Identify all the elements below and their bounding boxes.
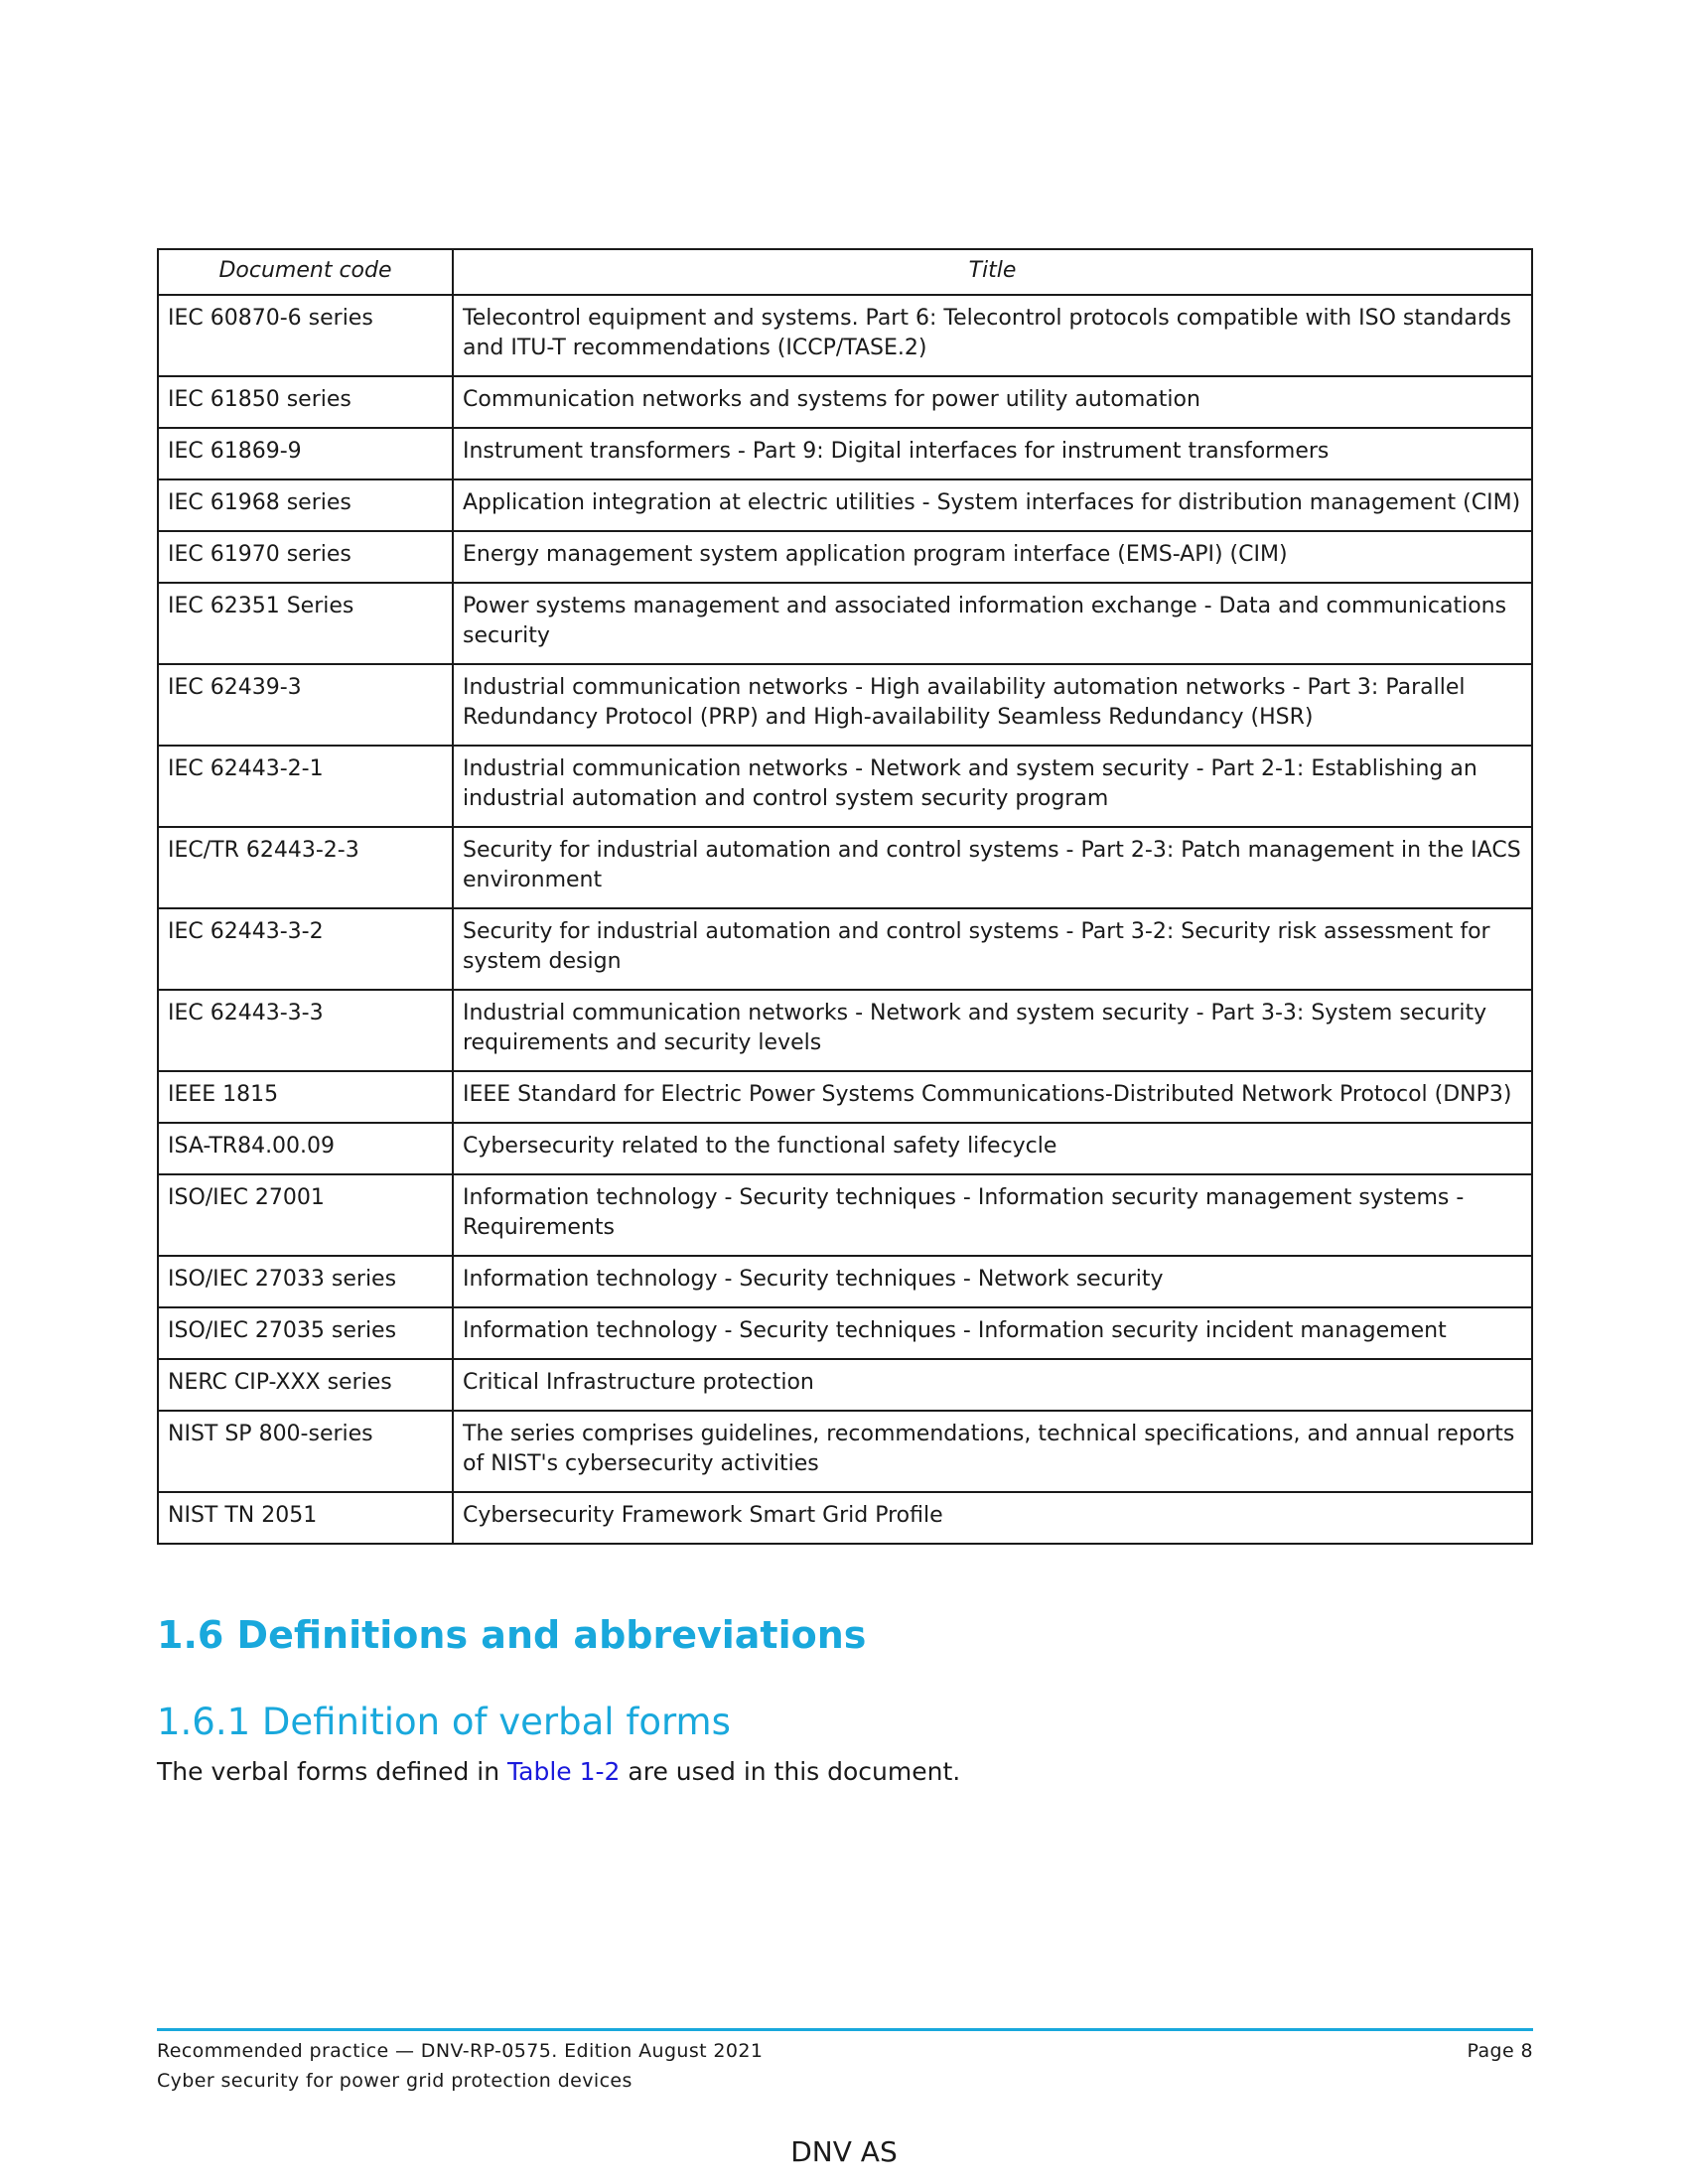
document-code-cell: NIST SP 800-series [158,1411,453,1492]
table-row [158,1123,1532,1174]
table-row [158,479,1532,531]
document-title-cell: Industrial communication networks - Network and system security - Part 3-3: System security requirements and security levels [453,990,1532,1071]
document-title-cell: Information technology - Security techniques - Information security incident management [453,1307,1532,1359]
document-code-cell: IEC 61970 series [158,531,453,583]
document-code-cell: IEEE 1815 [158,1071,453,1123]
document-title-cell: Application integration at electric utilities - System interfaces for distribution management (CIM) [453,479,1532,531]
table-row [158,583,1532,664]
document-code-cell: IEC 60870-6 series [158,295,453,376]
document-title-cell: Industrial communication networks - Network and system security - Part 2-1: Establishing an industrial automation and control system security program [453,746,1532,827]
document-code-cell: IEC 62443-3-3 [158,990,453,1071]
page-number: Page 8 [1467,2040,1533,2062]
document-title-cell: Telecontrol equipment and systems. Part 6: Telecontrol protocols compatible with ISO standards and ITU-T recommendations (ICCP/TASE.2) [453,295,1532,376]
document-code-cell: IEC 61968 series [158,479,453,531]
table-row [158,1359,1532,1411]
paragraph-text-start: The verbal forms defined in [157,1757,508,1786]
document-title-cell: Information technology - Security techniques - Network security [453,1256,1532,1307]
table-row [158,376,1532,428]
table-row [158,1071,1532,1123]
document-code-cell: IEC 62443-3-2 [158,908,453,990]
table-row [158,531,1532,583]
table-row [158,827,1532,908]
document-code-cell: ISO/IEC 27001 [158,1174,453,1256]
reference-documents-table [157,248,1533,1545]
footer-document-reference: Recommended practice — DNV-RP-0575. Edition August 2021 [157,2040,764,2062]
table-row [158,746,1532,827]
document-title-cell: The series comprises guidelines, recommendations, technical specifications, and annual reports of NIST's cybersecurity activities [453,1411,1532,1492]
table-row [158,990,1532,1071]
document-title-cell: Security for industrial automation and control systems - Part 2-3: Patch management in the IACS environment [453,827,1532,908]
document-code-cell: IEC 62351 Series [158,583,453,664]
document-title-cell: Industrial communication networks - High availability automation networks - Part 3: Parallel Redundancy Protocol (PRP) and High-availability Seamless Redundancy (HSR) [453,664,1532,746]
document-code-cell: IEC 61850 series [158,376,453,428]
table-row [158,664,1532,746]
document-code-cell: IEC 62443-2-1 [158,746,453,827]
document-title-cell: Energy management system application program interface (EMS-API) (CIM) [453,531,1532,583]
paragraph-text-end: are used in this document. [620,1757,961,1786]
document-code-cell: IEC/TR 62443-2-3 [158,827,453,908]
body-paragraph [157,1755,960,1789]
document-code-cell: NIST TN 2051 [158,1492,453,1544]
document-title-cell: Information technology - Security techniques - Information security management systems - Requirements [453,1174,1532,1256]
document-code-cell: NERC CIP-XXX series [158,1359,453,1411]
footer-divider [157,2028,1533,2031]
subsection-heading: 1.6.1 Definition of verbal forms [157,1701,731,1743]
document-title-cell: Critical Infrastructure protection [453,1359,1532,1411]
document-title-cell: Cybersecurity related to the functional safety lifecycle [453,1123,1532,1174]
document-title-cell: IEEE Standard for Electric Power Systems Communications-Distributed Network Protocol (DNP3) [453,1071,1532,1123]
document-code-cell: ISO/IEC 27033 series [158,1256,453,1307]
table-row [158,1174,1532,1256]
document-code-cell: ISA-TR84.00.09 [158,1123,453,1174]
document-title-cell: Cybersecurity Framework Smart Grid Profile [453,1492,1532,1544]
table-row [158,1256,1532,1307]
publisher-name: DNV AS [790,2135,898,2168]
document-title-cell: Communication networks and systems for power utility automation [453,376,1532,428]
table-row [158,1307,1532,1359]
table-row [158,1492,1532,1544]
document-code-cell: IEC 62439-3 [158,664,453,746]
header-document-code: Document code [158,249,453,295]
footer-document-title: Cyber security for power grid protection devices [157,2070,633,2092]
document-title-cell: Power systems management and associated information exchange - Data and communications security [453,583,1532,664]
document-code-cell: IEC 61869-9 [158,428,453,479]
header-title: Title [453,249,1532,295]
table-header-row [158,249,1532,295]
document-title-cell: Instrument transformers - Part 9: Digital interfaces for instrument transformers [453,428,1532,479]
table-row [158,295,1532,376]
document-title-cell: Security for industrial automation and control systems - Part 3-2: Security risk assessment for system design [453,908,1532,990]
table-row [158,428,1532,479]
section-heading: 1.6 Definitions and abbreviations [157,1613,867,1657]
document-code-cell: ISO/IEC 27035 series [158,1307,453,1359]
table-row [158,1411,1532,1492]
table-reference-link[interactable]: Table 1-2 [507,1757,621,1786]
table-row [158,908,1532,990]
